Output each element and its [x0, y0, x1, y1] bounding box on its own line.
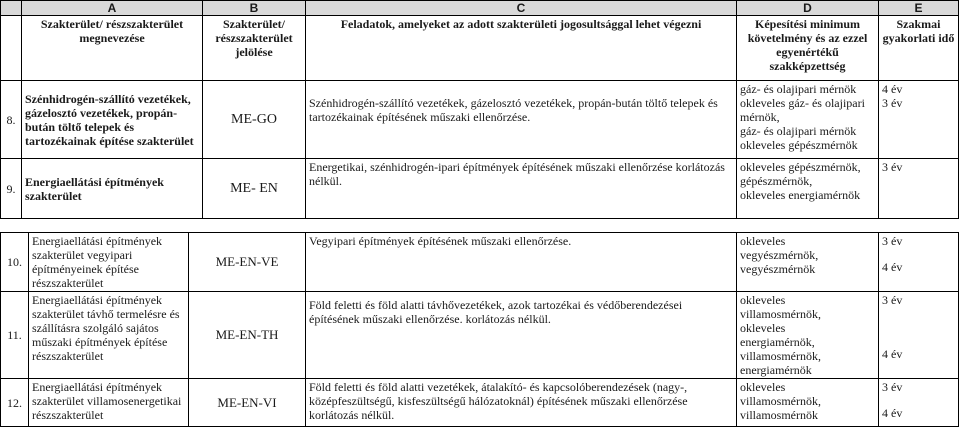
qual-line: villamosmérnök,	[740, 307, 821, 321]
row-name: Energiaellátási építmények szakterület villamosenergetikai részszakterület	[29, 379, 189, 427]
row-name: Energiaellátási építmények szakterület vegyipari építményeinek építése részszakterület	[29, 233, 189, 292]
qual-line: okleveles energiamérnök	[740, 188, 861, 202]
row-tasks	[306, 159, 737, 219]
row-tasks	[306, 379, 737, 427]
column-letter-b: B	[203, 1, 306, 16]
years-line: 3 év	[882, 293, 903, 307]
row-name: Szénhidrogén-szállító vezetékek, gázelosztó vezetékek, propán-bután töltő telepek és tartozékainak építése szakterület	[22, 81, 203, 159]
row-code: ME-GO	[203, 81, 306, 159]
qual-line: energiamérnök,	[740, 335, 815, 349]
qual-line: gáz- és olajipari mérnök	[740, 124, 857, 138]
years-line: 4 év	[882, 347, 903, 361]
qual-line: okleveles	[740, 234, 786, 248]
years-line: 3 év	[882, 380, 903, 394]
qual-line: gépészmérnök,	[740, 174, 813, 188]
row-number: 12.	[1, 379, 29, 427]
table-row	[1, 233, 959, 292]
row-tasks-text: Föld feletti és föld alatti vezetékek, átalakító- és kapcsolóberendezések (nagy-, középfeszültségű, kisfeszültségű hálózatoknál) építésének műszaki ellenőrzése korlátozás nélkül.	[309, 380, 688, 422]
qual-line: vegyészmérnök	[740, 262, 816, 276]
row-tasks-text: Vegyipari építmények építésének műszaki ellenőrzése.	[309, 234, 572, 248]
qual-line: villamosmérnök,	[740, 349, 821, 363]
row-qualifications	[737, 379, 879, 427]
row-number: 10.	[1, 233, 29, 292]
years-line: 3 év	[882, 160, 903, 174]
qual-line: vegyészmérnök,	[740, 248, 819, 262]
row-tasks-text: Energetikai, szénhidrogén-ipari építmények építésének műszaki ellenőrzése korlátozás nélkül.	[309, 160, 725, 188]
qual-line: okleveles	[740, 293, 786, 307]
header-col-e: Szakmai gyakorlati idő	[879, 16, 959, 81]
qual-line: okleveles	[740, 380, 786, 394]
row-years	[879, 379, 959, 427]
table-row	[1, 379, 959, 427]
header-row	[1, 16, 959, 81]
qual-line: energiamérnök	[740, 363, 812, 377]
column-letter-e: E	[879, 1, 959, 16]
column-letter-row	[1, 1, 959, 16]
row-qualifications	[737, 292, 879, 379]
table-row	[1, 292, 959, 379]
qual-line: villamosmérnök,	[740, 394, 821, 408]
qualification-table-bottom	[0, 232, 959, 427]
corner-cell	[1, 1, 22, 16]
row-name: Energiaellátási építmények szakterület távhő termelésre és szállításra szolgáló sajátos műszaki építmények építése részszakterület	[29, 292, 189, 379]
column-letter-c: C	[306, 1, 737, 16]
qual-line: okleveles gáz- és olajipari mérnök,	[740, 96, 865, 124]
row-qualifications	[737, 81, 879, 159]
row-qualifications	[737, 233, 879, 292]
header-col-a: Szakterület/ részszakterület megnevezése	[22, 16, 203, 81]
years-line: 4 év	[882, 82, 903, 96]
years-line: 4 év	[882, 260, 903, 274]
header-col-d: Képesítési minimum követelmény és az ezzel egyenértékű szakképzettség	[737, 16, 879, 81]
row-number: 11.	[1, 292, 29, 379]
row-years	[879, 159, 959, 219]
table-row	[1, 159, 959, 219]
column-letter-d: D	[737, 1, 879, 16]
header-col-c: Feladatok, amelyeket az adott szakterületi jogosultsággal lehet végezni	[306, 16, 737, 81]
qual-line: villamosmérnök	[740, 408, 818, 422]
row-years	[879, 292, 959, 379]
qual-line: gáz- és olajipari mérnök	[740, 82, 857, 96]
row-code: ME- EN	[203, 159, 306, 219]
qual-line: okleveles gépészmérnök	[740, 138, 858, 152]
table-row	[1, 81, 959, 159]
row-code: ME-EN-VI	[189, 379, 306, 427]
qual-line: okleveles	[740, 321, 786, 335]
row-tasks-text: Föld feletti és föld alatti távhővezetékek, azok tartozékai és védőberendezései építésének műszaki ellenőrzése. korlátozás nélkül.	[309, 298, 683, 326]
qual-line: okleveles gépészmérnök,	[740, 160, 861, 174]
row-tasks	[306, 81, 737, 159]
header-num-cell	[1, 16, 22, 81]
years-line: 4 év	[882, 406, 903, 420]
row-name: Energiaellátási építmények szakterület	[22, 159, 203, 219]
row-code: ME-EN-VE	[189, 233, 306, 292]
years-line: 3 év	[882, 234, 903, 248]
row-tasks	[306, 233, 737, 292]
row-tasks-text: Szénhidrogén-szállító vezetékek, gázelosztó vezetékek, propán-bután töltő telepek és tartozékainak építésének műszaki ellenőrzése.	[309, 96, 718, 124]
row-tasks	[306, 292, 737, 379]
header-col-b: Szakterület/ részszakterület jelölése	[203, 16, 306, 81]
row-number: 8.	[1, 81, 22, 159]
column-letter-a: A	[22, 1, 203, 16]
row-code: ME-EN-TH	[189, 292, 306, 379]
row-qualifications	[737, 159, 879, 219]
years-line: 3 év	[882, 96, 903, 110]
row-years	[879, 81, 959, 159]
row-years	[879, 233, 959, 292]
row-number: 9.	[1, 159, 22, 219]
